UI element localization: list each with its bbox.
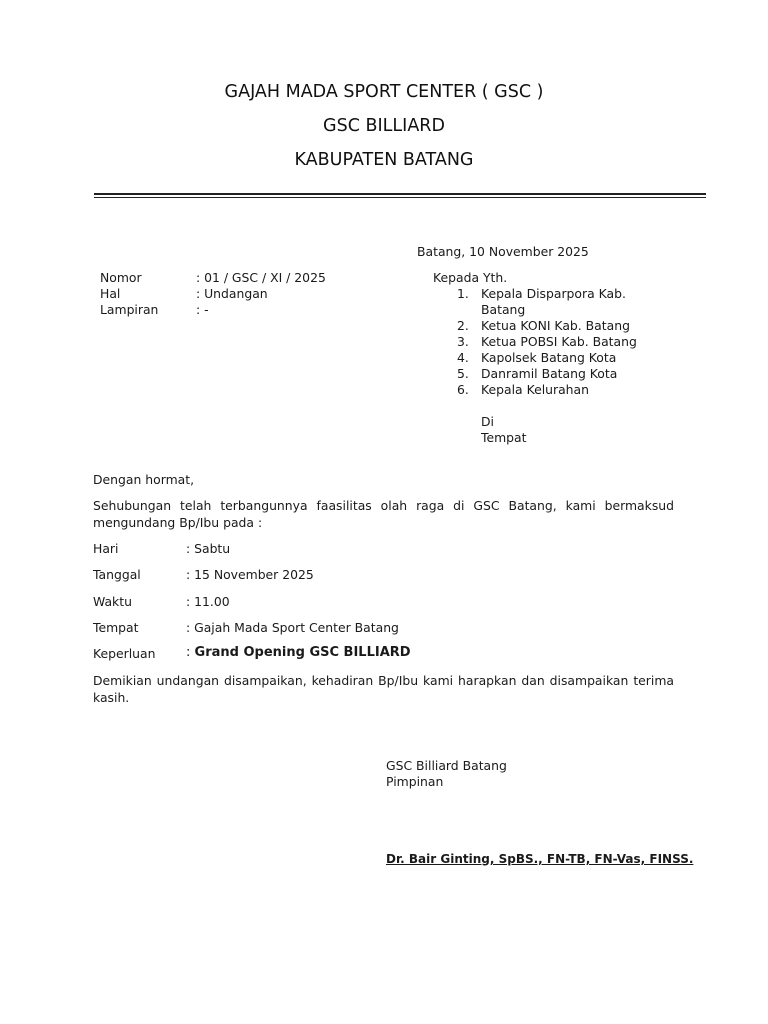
letterhead-line-3: KABUPATEN BATANG — [294, 150, 474, 170]
recipient-item: Kepala Kelurahan — [481, 382, 589, 397]
waktu-label: Waktu — [93, 594, 132, 609]
letterhead-line-1: GAJAH MADA SPORT CENTER ( GSC ) — [224, 82, 544, 102]
recipient-item: Ketua POBSI Kab. Batang — [481, 334, 637, 349]
recipient-number: 1. — [457, 286, 469, 301]
letter-date: Batang, 10 November 2025 — [417, 244, 589, 259]
hal-value: : Undangan — [196, 286, 268, 301]
tanggal-label: Tanggal — [93, 567, 141, 582]
waktu-value: : 11.00 — [186, 594, 230, 609]
recipient-item: Batang — [481, 302, 526, 317]
header-rule-thin — [94, 197, 706, 198]
recipient-number: 4. — [457, 350, 469, 365]
closing-paragraph-line-2: kasih. — [93, 690, 130, 705]
recipient-item: Kapolsek Batang Kota — [481, 350, 617, 365]
hari-value: : Sabtu — [186, 541, 231, 556]
recipient-item: Kepala Disparpora Kab. — [481, 286, 626, 301]
letterhead-line-2: GSC BILLIARD — [323, 116, 445, 136]
hari-label: Hari — [93, 541, 119, 556]
lampiran-label: Lampiran — [100, 302, 159, 317]
recipient-number: 5. — [457, 366, 469, 381]
greeting: Dengan hormat, — [93, 472, 195, 487]
tempat-label: Tempat — [93, 620, 139, 635]
recipients-heading: Kepada Yth. — [433, 270, 508, 285]
header-rule-thick — [94, 193, 706, 195]
recipient-number: 3. — [457, 334, 469, 349]
signatory-name: Dr. Bair Ginting, SpBS., FN-TB, FN-Vas, FINSS. — [386, 852, 694, 866]
closing-paragraph-line-1: Demikian undangan disampaikan, kehadiran Bp/Ibu kami harapkan dan disampaikan terima — [93, 673, 674, 688]
keperluan-value: Grand Opening GSC BILLIARD — [194, 645, 411, 660]
nomor-value: : 01 / GSC / XI / 2025 — [196, 270, 326, 285]
lampiran-value: : - — [196, 302, 209, 317]
recipient-item: Danramil Batang Kota — [481, 366, 618, 381]
keperluan-label: Keperluan — [93, 646, 156, 661]
intro-paragraph-line-1: Sehubungan telah terbangunnya faasilitas olah raga di GSC Batang, kami bermaksud — [93, 498, 674, 513]
signature-organization: GSC Billiard Batang — [386, 758, 507, 773]
recipient-number: 6. — [457, 382, 469, 397]
hal-label: Hal — [100, 286, 121, 301]
intro-paragraph-line-2: mengundang Bp/Ibu pada : — [93, 515, 263, 530]
recipient-tempat: Tempat — [481, 430, 527, 445]
signature-role: Pimpinan — [386, 774, 444, 789]
recipient-item: Ketua KONI Kab. Batang — [481, 318, 630, 333]
recipient-di: Di — [481, 414, 494, 429]
tempat-value: : Gajah Mada Sport Center Batang — [186, 620, 399, 635]
keperluan-colon: : — [186, 645, 191, 660]
tanggal-value: : 15 November 2025 — [186, 567, 314, 582]
keperluan-value-row — [186, 645, 411, 660]
nomor-label: Nomor — [100, 270, 142, 285]
recipient-number: 2. — [457, 318, 469, 333]
